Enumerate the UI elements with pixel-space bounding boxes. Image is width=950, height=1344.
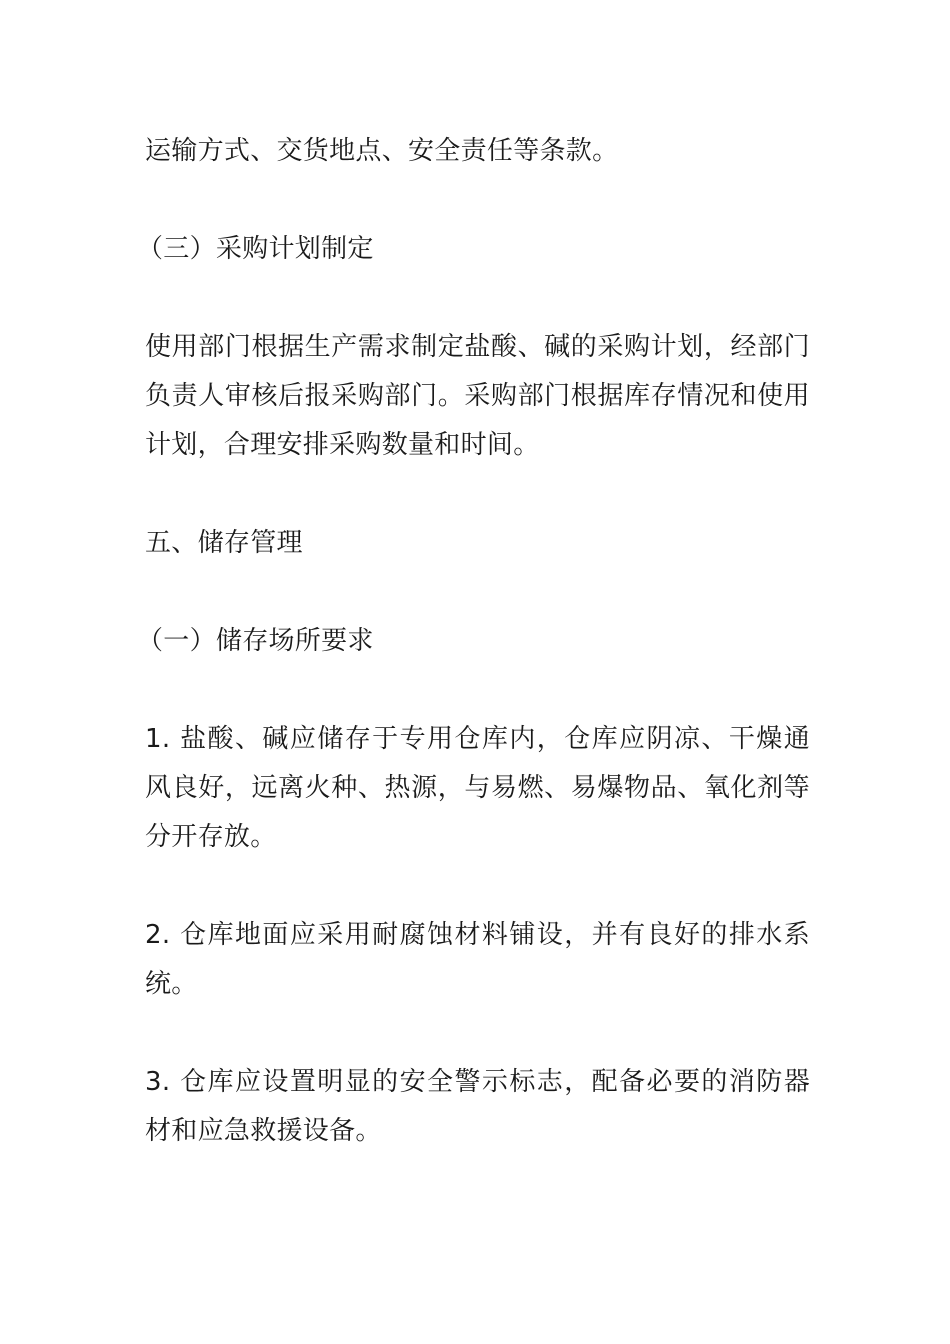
paragraph-continuation: 运输方式、交货地点、安全责任等条款。 [145, 136, 619, 166]
document-body [137, 127, 810, 1205]
list-item-storage-2: 2. 仓库地面应采用耐腐蚀材料铺设，并有良好的排水系统。 [145, 920, 810, 999]
paragraph-procurement-plan: 使用部门根据生产需求制定盐酸、碱的采购计划，经部门负责人审核后报采购部门。采购部门根据库存情况和使用计划，合理安排采购数量和时间。 [145, 332, 810, 460]
heading-storage-site-requirements: （一）储存场所要求 [137, 626, 374, 656]
list-item-storage-3: 3. 仓库应设置明显的安全警示标志，配备必要的消防器材和应急救援设备。 [145, 1067, 810, 1146]
heading-procurement-plan: （三）采购计划制定 [137, 234, 374, 264]
list-item-storage-1: 1. 盐酸、碱应储存于专用仓库内，仓库应阴凉、干燥通风良好，远离火种、热源，与易燃、易爆物品、氧化剂等分开存放。 [145, 724, 810, 852]
heading-storage-management: 五、储存管理 [145, 528, 303, 558]
